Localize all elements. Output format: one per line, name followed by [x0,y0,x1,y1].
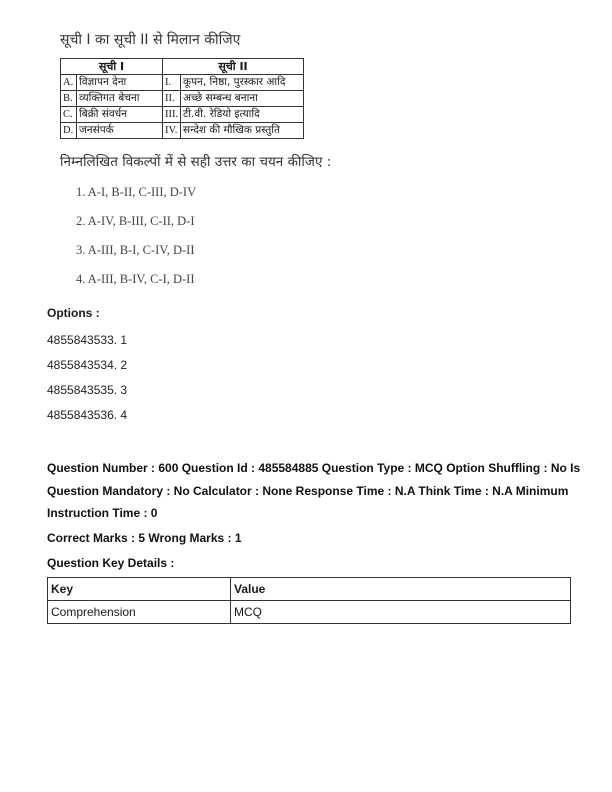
key-details-heading: Question Key Details : [47,556,175,570]
options-heading: Options : [47,306,100,320]
value-cell: MCQ [231,601,571,624]
list-1-header: सूची I [61,59,163,75]
row-tag-right: IV. [163,123,181,139]
key-details-table [47,577,571,624]
answer-choice-3: 3. A-III, B-I, C-IV, D-II [76,243,195,257]
row-tag-left: A. [61,75,77,91]
option-id-3: 4855843535. 3 [47,383,128,397]
marks-line: Correct Marks : 5 Wrong Marks : 1 [47,531,242,545]
answer-choice-4: 4. A-III, B-IV, C-I, D-II [76,272,195,286]
option-id-4: 4855843536. 4 [47,408,128,422]
row-tag-right: II. [163,91,181,107]
row-right-item: अच्छे सम्बन्ध बनाना [181,91,304,107]
table-row [61,123,304,139]
answer-choice-2: 2. A-IV, B-III, C-II, D-I [76,214,195,228]
question-meta-line-2: Question Mandatory : No Calculator : None Response Time : N.A Think Time : N.A Minimum [47,484,569,498]
table-row [61,91,304,107]
key-column-header: Key [48,578,231,601]
row-left-item: बिक्री संवर्धन [77,107,163,123]
instruction-text: निम्नलिखित विकल्पों में से सही उत्तर का चयन कीजिए : [60,154,332,170]
question-heading: सूची I का सूची II से मिलान कीजिए [60,32,241,48]
row-tag-right: III. [163,107,181,123]
question-meta-line-1: Question Number : 600 Question Id : 485584885 Question Type : MCQ Option Shuffling : No Is [47,461,581,475]
option-id-2: 4855843534. 2 [47,358,128,372]
match-table [60,58,304,139]
answer-choice-1: 1. A-I, B-II, C-III, D-IV [76,185,197,199]
row-left-item: विज्ञापन देना [77,75,163,91]
row-right-item: कूपन, निष्ठा, पुरस्कार आदि [181,75,304,91]
key-table-header [48,578,571,601]
row-tag-left: D. [61,123,77,139]
table-row [61,75,304,91]
row-left-item: जनसंपर्क [77,123,163,139]
row-left-item: व्यक्तिगत बेचना [77,91,163,107]
option-id-1: 4855843533. 1 [47,333,128,347]
table-row [61,107,304,123]
question-meta-line-3: Instruction Time : 0 [47,506,158,520]
row-right-item: सन्देश की मौखिक प्रस्तुति [181,123,304,139]
table-row [48,601,571,624]
value-column-header: Value [231,578,571,601]
list-2-header: सूची II [163,59,304,75]
row-right-item: टी.वी. रेडियो इत्यादि [181,107,304,123]
row-tag-left: C. [61,107,77,123]
row-tag-right: I. [163,75,181,91]
key-cell: Comprehension [48,601,231,624]
row-tag-left: B. [61,91,77,107]
match-table-header [61,59,304,75]
